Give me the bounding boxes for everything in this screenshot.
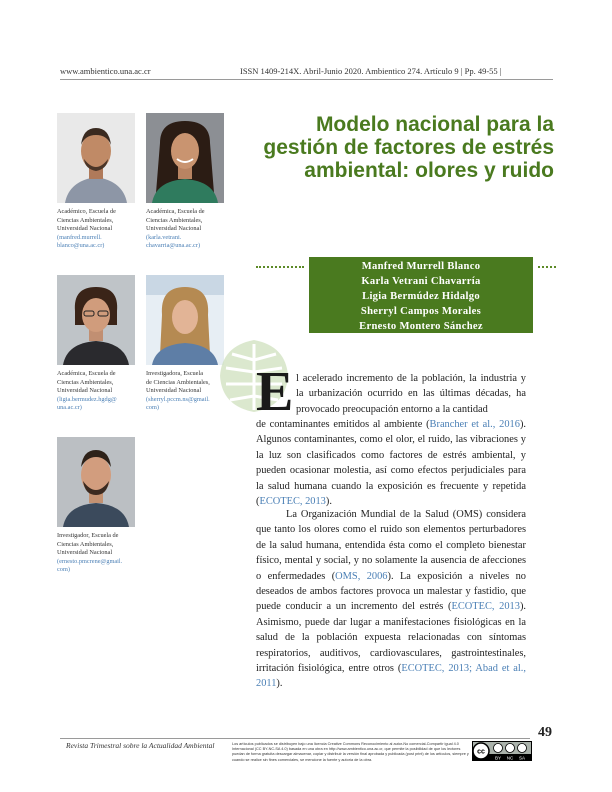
bio-ernesto: Investigador, Escuela de Ciencias Ambientales, Universidad Nacional (ernesto.pmcrene@gmail. com): [57, 532, 143, 575]
title-line-1: Modelo nacional para la: [315, 113, 554, 136]
email-link[interactable]: blanco@una.ac.cr): [57, 242, 105, 250]
paragraph-1-opening: l acelerado incremento de la población, la industria y la urbanización ocurrido en las últimas décadas, ha provocado preocupación entorno a la cantidad: [296, 373, 526, 415]
bio-manfred: Académico, Escuela de Ciencias Ambientales, Universidad Nacional (manfred.murrell. blanco@una.ac.cr): [57, 208, 143, 251]
cc-sa-label: SA: [518, 755, 526, 761]
email-link[interactable]: (ernesto.pmcrene@gmail.: [57, 557, 123, 565]
dotted-rule-right: [538, 266, 556, 268]
header-rule: [60, 79, 553, 80]
email-link[interactable]: una.ac.cr): [57, 404, 82, 412]
citation-link[interactable]: ECOTEC, 2013: [451, 601, 520, 613]
page-number: 49: [538, 725, 552, 740]
email-link[interactable]: chavarria@una.ac.cr): [146, 242, 201, 250]
title-line-3: ambiental: olores y ruido: [304, 159, 554, 182]
authors-box: [309, 257, 533, 333]
cc-nc-label: NC: [506, 755, 514, 761]
cc-by-label: BY: [494, 755, 502, 761]
citation-link[interactable]: OMS, 2006: [335, 570, 388, 582]
cc-badge-text: cc: [477, 748, 485, 756]
bio-ligia: Académica, Escuela de Ciencias Ambientales, Universidad Nacional (ligia.bermudez.hgdg@ una.ac.cr): [57, 370, 143, 413]
author-photo-ligia: [57, 275, 135, 365]
email-link[interactable]: (karla.vetrani.: [146, 233, 182, 241]
citation-link[interactable]: Brancher et al., 2016: [429, 419, 520, 430]
paragraph-2: La Organización Mundial de la Salud (OMS) considera que tanto los olores como el ruido son elementos perturbadores de la salud humana, entendida ésta como el completo bienestar físico, mental y social, y no solamente la ausencia de afecciones o enfermedades (OMS, 2006). La exposición a niveles no deseados de ambos factores provoca un malestar y fastidio, que puede conducir a un incremento del estrés (ECOTEC, 2013). Asimismo, puede dar lugar a manifestaciones fisiológicas en la salud de la población expuesta relacionadas con síntomas respiratorios, auditivos, cardiovasculares, gastrointestinales, irritación fisiológica, entre otros (ECOTEC, 2013; Abad et al., 2011).: [256, 509, 526, 690]
author-name: Ernesto Montero Sánchez: [359, 321, 483, 332]
author-name: Manfred Murrell Blanco: [361, 261, 481, 272]
author-photo-karla: [146, 113, 224, 203]
author-name: Ligia Bermúdez Hidalgo: [362, 291, 480, 302]
site-url[interactable]: www.ambientico.una.ac.cr: [60, 66, 151, 76]
bio-sherryl: Investigadora, Escuela de Ciencias Ambientales, Universidad Nacional (sherryl.pccm.ns@gmail. com): [146, 370, 232, 413]
author-photo-sherryl: [146, 275, 224, 365]
author-photo-ernesto: [57, 437, 135, 527]
dotted-rule-left: [256, 266, 304, 268]
journal-name: Revista Trimestral sobre la Actualidad Ambiental: [66, 741, 215, 750]
license-text: Los artículos publicados se distribuyen bajo una licencia Creative Commons Reconocimiento al autor-No comercial-Compartir igual 4.0 Internacional (CC BY-NC-SA 4.0) basada en una obra en http://www.ambientico.una.ac.cr, que permite la posibilidad de que los lectores puedan de forma gratuita descargar almacenar, copiar y distribuir la versión final aprobada y publicada (post print) de los artículos, siempre y cuando se realice sin fines comerciales, se mencione la fuente y autoría de la obra.: [232, 742, 469, 762]
email-link[interactable]: (ligia.bermudez.hgdg@: [57, 395, 117, 403]
issn-line: ISSN 1409-214X. Abril-Junio 2020. Ambientico 274. Artículo 9 | Pp. 49-55 |: [240, 66, 502, 76]
citation-link[interactable]: ECOTEC, 2013; Abad et al., 2011: [256, 663, 526, 690]
email-link[interactable]: com): [57, 566, 70, 574]
email-link[interactable]: com): [146, 404, 159, 412]
footer-rule: [60, 738, 530, 739]
title-line-2: gestión de factores de estrés: [263, 136, 554, 159]
cc-license-icon[interactable]: [472, 741, 532, 761]
paragraph-1: de contaminantes emitidos al ambiente (Brancher et al., 2016). Algunos contaminantes, como el olor, el ruido, las vibraciones y la luz son clasificados como factores de estrés ambiental, y pueden ocasionar molestia, así como efectos perjudiciales para la salud humana cuando la exposición es frecuente y repetida (ECOTEC, 2013).: [256, 419, 526, 508]
author-name: Sherryl Campos Morales: [360, 306, 482, 317]
drop-cap: E: [256, 361, 294, 423]
bio-karla: Académica, Escuela de Ciencias Ambientales, Universidad Nacional (karla.vetrani. chavarria@una.ac.cr): [146, 208, 232, 251]
citation-link[interactable]: ECOTEC, 2013: [259, 496, 326, 508]
article-title: [234, 113, 554, 182]
author-photo-manfred: [57, 113, 135, 203]
email-link[interactable]: (sherryl.pccm.ns@gmail.: [146, 395, 210, 403]
author-name: Karla Vetrani Chavarría: [361, 276, 481, 287]
email-link[interactable]: (manfred.murrell.: [57, 233, 102, 241]
